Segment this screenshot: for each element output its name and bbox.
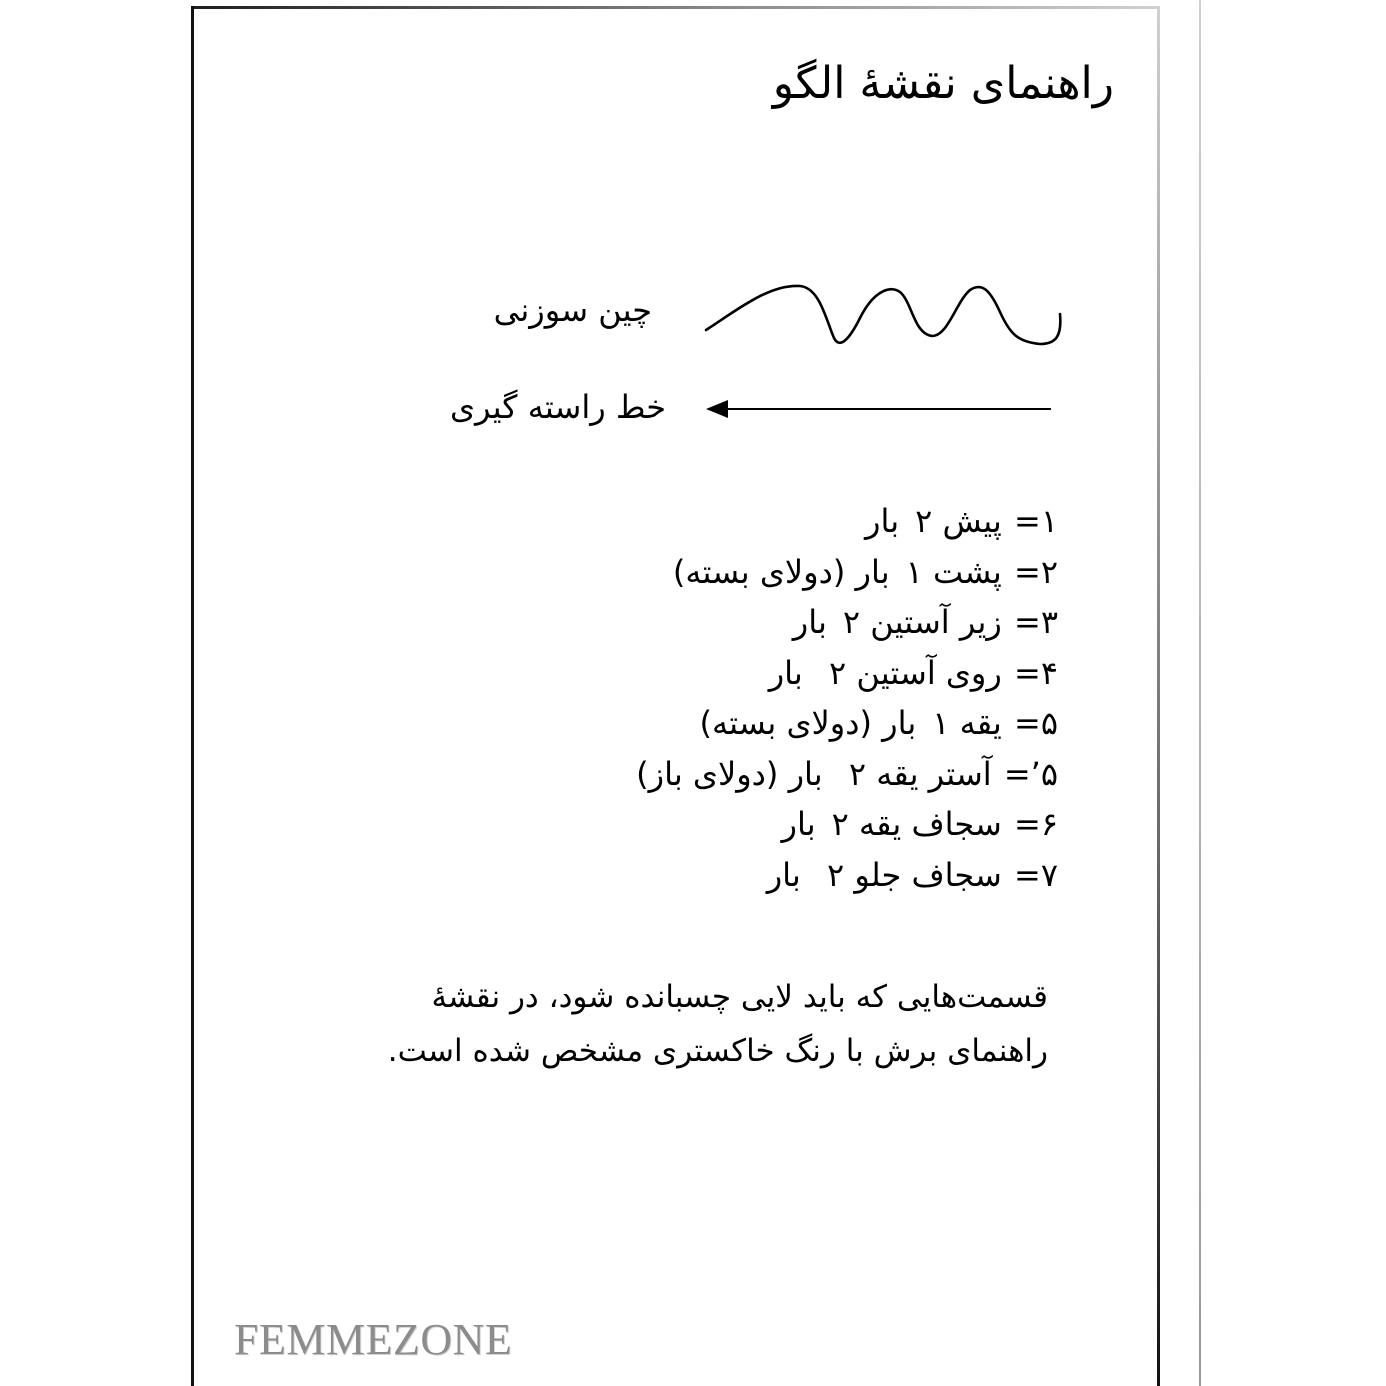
piece-number: ۴=: [1014, 653, 1058, 692]
list-item: [298, 648, 1058, 699]
page-border-left: [191, 6, 194, 1386]
piece-count: ۲ بار: [768, 653, 847, 692]
piece-number: ۶=: [1014, 805, 1058, 843]
piece-count: ۲بار: [865, 502, 933, 540]
gathering-legend-label: چین سوزنی: [493, 291, 652, 329]
piece-name: یقه: [959, 704, 1002, 742]
piece-number: ۱=: [1014, 502, 1058, 540]
brand-watermark: FEMMEZONE: [234, 1315, 513, 1364]
page-border-right: [1157, 6, 1160, 1386]
list-item: [298, 698, 1058, 749]
piece-name: زیر آستین: [870, 603, 1002, 641]
page-border-top: [193, 6, 1160, 9]
list-item: [298, 496, 1058, 547]
piece-count: ۲بار: [781, 805, 849, 843]
note-line-1: قسمت‌هایی که باید لایی چسبانده شود، در نقشهٔ: [431, 979, 1048, 1015]
grainline-arrow-symbol: [706, 398, 1056, 420]
interfacing-note: [308, 970, 1048, 1078]
piece-number: ۷=: [1014, 855, 1058, 894]
list-item: [298, 597, 1058, 648]
piece-name: روی آستین: [856, 653, 1002, 692]
gathering-wave-symbol: [700, 278, 1070, 352]
piece-count: ۲بار: [792, 603, 861, 641]
grainline-legend-label: خط راسته گیری: [449, 388, 666, 426]
page-edge-line: [1199, 0, 1201, 1386]
list-item: [298, 799, 1058, 850]
list-item: [298, 850, 1058, 901]
piece-name: سجاف یقه: [859, 805, 1002, 843]
page-title: راهنمای نقشهٔ الگو: [772, 58, 1114, 109]
piece-count: ۱بار (دولای بسته): [699, 704, 950, 742]
pattern-pieces-list: [298, 496, 1058, 900]
piece-count: ۲ بار: [766, 855, 845, 894]
piece-name: آستر یقه: [876, 754, 992, 793]
piece-count: ۲ بار (دولای باز): [636, 754, 867, 793]
list-item: [298, 749, 1058, 800]
piece-number: ۲=: [1014, 552, 1058, 591]
piece-name: پیش: [942, 502, 1002, 540]
list-item: [298, 547, 1058, 598]
note-line-2: راهنمای برش با رنگ خاکستری مشخص شده است.: [387, 1033, 1048, 1069]
piece-name: سجاف جلو: [854, 855, 1002, 894]
piece-name: پشت: [932, 552, 1002, 591]
piece-count: ۱بار (دولای بسته): [672, 552, 923, 591]
piece-number: ۵=: [1014, 704, 1058, 742]
piece-number: ۵’=: [1003, 754, 1058, 793]
piece-number: ۳=: [1014, 603, 1058, 641]
